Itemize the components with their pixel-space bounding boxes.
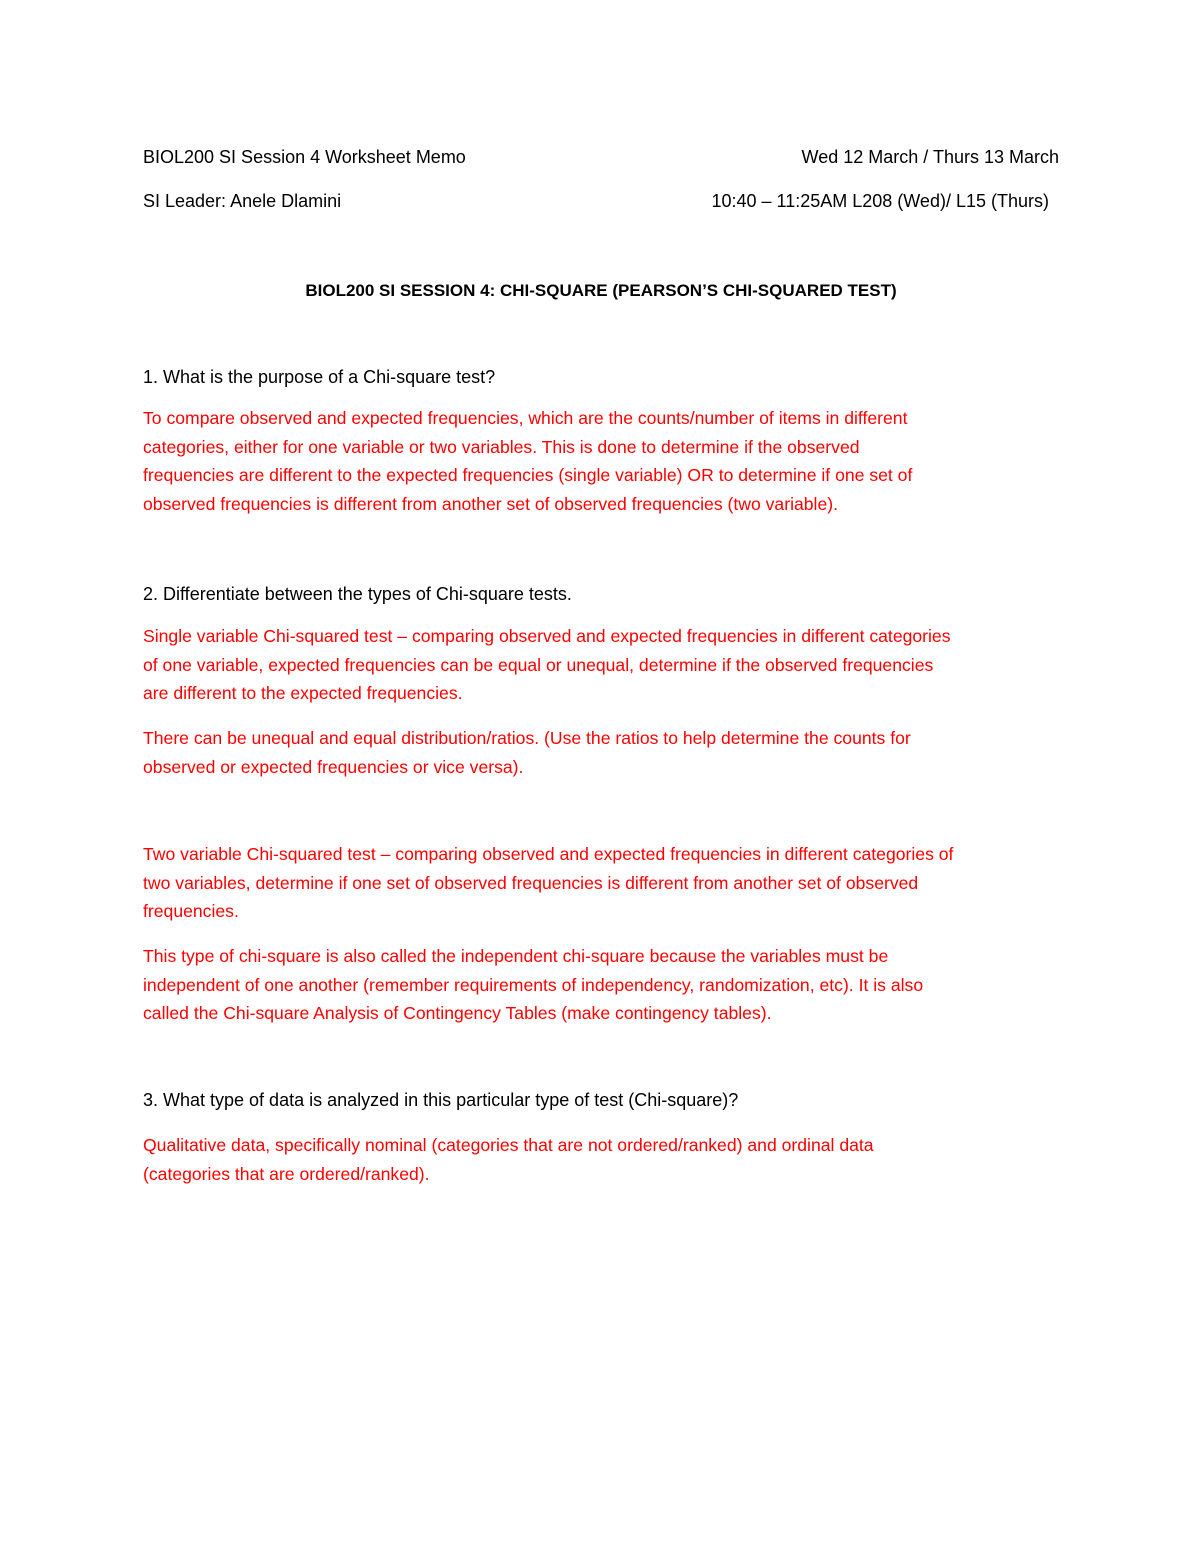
answer-line: observed frequencies is different from another set of observed frequencies (two variable).: [143, 493, 838, 514]
si-leader: SI Leader: Anele Dlamini: [143, 191, 342, 211]
session-time-venue: 10:40 – 11:25AM L208 (Wed)/ L15 (Thurs): [711, 191, 1049, 211]
question-3: 3. What type of data is analyzed in this particular type of test (Chi-square)?: [143, 1090, 739, 1110]
answer-line: observed or expected frequencies or vice versa).: [143, 756, 524, 777]
answer-line: There can be unequal and equal distribution/ratios. (Use the ratios to help determine the counts for: [143, 728, 911, 748]
answer-line: of one variable, expected frequencies can be equal or unequal, determine if the observed frequencies: [143, 654, 934, 675]
worksheet-title: BIOL200 SI Session 4 Worksheet Memo: [143, 147, 466, 167]
answer-2a: [143, 622, 1063, 708]
answer-3: [143, 1131, 1063, 1188]
answer-line: frequencies.: [143, 901, 239, 922]
session-dates: Wed 12 March / Thurs 13 March: [801, 147, 1059, 167]
answer-line: are different to the expected frequencies.: [143, 683, 463, 704]
question-2: 2. Differentiate between the types of Chi-square tests.: [143, 584, 572, 604]
answer-line: Qualitative data, specifically nominal (categories that are not ordered/ranked) and ordinal data: [143, 1135, 874, 1155]
answer-1: [143, 404, 1063, 518]
answer-2b: [143, 724, 1063, 781]
answer-line: called the Chi-square Analysis of Contingency Tables (make contingency tables).: [143, 1003, 772, 1024]
answer-2d: [143, 942, 1063, 1028]
answer-line: two variables, determine if one set of observed frequencies is different from another set of observed: [143, 872, 919, 893]
answer-line: To compare observed and expected frequencies, which are the counts/number of items in different: [143, 408, 908, 428]
page-title: BIOL200 SI SESSION 4: CHI-SQUARE (PEARSON’S CHI-SQUARED TEST): [305, 281, 897, 300]
answer-line: independent of one another (remember requirements of independency, randomization, etc). It is also: [143, 974, 924, 995]
answer-line: Two variable Chi-squared test – comparing observed and expected frequencies in different categories of: [143, 844, 954, 864]
question-1: 1. What is the purpose of a Chi-square test?: [143, 367, 496, 387]
header-row-2: [143, 190, 1059, 212]
answer-line: This type of chi-square is also called the independent chi-square because the variables must be: [143, 946, 889, 966]
answer-2c: [143, 840, 1063, 926]
answer-line: categories, either for one variable or two variables. This is done to determine if the observed: [143, 436, 860, 457]
answer-line: (categories that are ordered/ranked).: [143, 1163, 430, 1184]
answer-line: Single variable Chi-squared test – comparing observed and expected frequencies in different categories: [143, 626, 951, 646]
answer-line: frequencies are different to the expected frequencies (single variable) OR to determine if one set of: [143, 465, 913, 486]
header-row-1: [143, 146, 1059, 168]
